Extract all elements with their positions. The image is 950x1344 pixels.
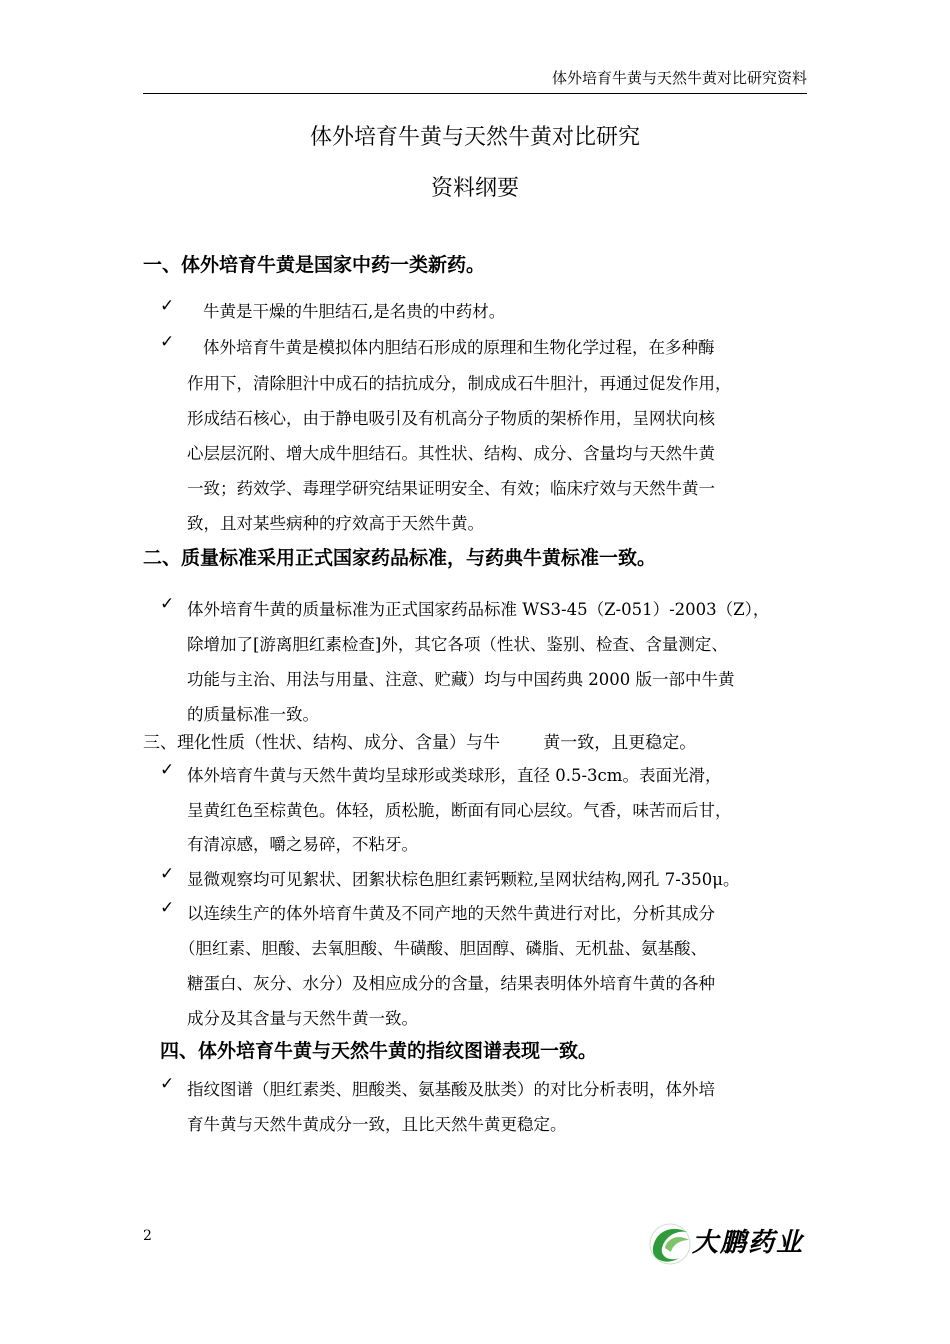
section-1-heading: 一、体外培育牛黄是国家中药一类新药。 (143, 254, 486, 276)
bullet-line: 有清凉感，嚼之易碎，不粘牙。 (187, 835, 418, 854)
bullet-line: 显微观察均可见絮状、团絮状棕色胆红素钙颗粒,呈网状结构,网孔 7-350μ。 (187, 870, 740, 889)
bullet-line: 糖蛋白、灰分、水分）及相应成分的含量，结果表明体外培育牛黄的各种 (187, 974, 715, 993)
section-4-heading: 四、体外培育牛黄与天然牛黄的指纹图谱表现一致。 (160, 1040, 598, 1062)
bullet-line: 体外培育牛黄的质量标准为正式国家药品标准 WS3-45（Z-051）-2003（Z）， (187, 600, 770, 619)
bullet-line: 功能与主治、用法与用量、注意、贮藏）均与中国药典 2000 版一部中牛黄 (187, 670, 735, 689)
checkmark-icon: ✓ (160, 296, 175, 316)
bullet-line: 致，且对某些病种的疗效高于天然牛黄。 (187, 514, 484, 533)
bullet-line: 除增加了[游离胆红素检查]外，其它各项（性状、鉴别、检查、含量测定、 (187, 635, 728, 654)
checkmark-icon: ✓ (160, 760, 175, 780)
bullet-line: 指纹图谱（胆红素类、胆酸类、氨基酸及肽类）的对比分析表明，体外培 (187, 1080, 715, 1099)
document-title: 体外培育牛黄与天然牛黄对比研究 (309, 125, 640, 150)
document-subtitle: 资料纲要 (430, 176, 519, 201)
bullet-line: 作用下，清除胆汁中成石的拮抗成分，制成成石牛胆汁，再通过促发作用， (187, 374, 732, 393)
bullet-line: 牛黄是干燥的牛胆结石,是名贵的中药材。 (203, 302, 506, 321)
section-2-heading: 二、质量标准采用正式国家药品标准，与药典牛黄标准一致。 (143, 547, 657, 569)
running-header: 体外培育牛黄与天然牛黄对比研究资料 (551, 69, 807, 87)
checkmark-icon: ✓ (160, 898, 175, 918)
checkmark-icon: ✓ (160, 1074, 175, 1094)
bullet-line: 形成结石核心，由于静电吸引及有机高分子物质的架桥作用，呈网状向核 (187, 409, 715, 428)
bullet-line: 以连续生产的体外培育牛黄及不同产地的天然牛黄进行对比，分析其成分 (187, 904, 715, 923)
bullet-line: 一致；药效学、毒理学研究结果证明安全、有效；临床疗效与天然牛黄一 (187, 479, 715, 498)
page-number: 2 (143, 1228, 152, 1244)
checkmark-icon: ✓ (160, 332, 175, 352)
logo-emblem-icon (650, 1224, 690, 1264)
section-3-heading: 三、理化性质（性状、结构、成分、含量）与牛 黄一致，且更稳定。 (143, 733, 697, 753)
brand-name: 大鹏药业 (692, 1228, 805, 1258)
bullet-line: 体外培育牛黄与天然牛黄均呈球形或类球形，直径 0.5-3cm。表面光滑， (187, 766, 722, 785)
bullet-line: 育牛黄与天然牛黄成分一致，且比天然牛黄更稳定。 (187, 1115, 567, 1134)
bullet-line: 心层层沉附、增大成牛胆结石。其性状、结构、成分、含量均与天然牛黄 (187, 444, 715, 463)
bullet-line: 的质量标准一致。 (187, 705, 319, 724)
checkmark-icon: ✓ (160, 594, 175, 614)
bullet-line: （胆红素、胆酸、去氧胆酸、牛磺酸、胆固醇、磷脂、无机盐、氨基酸、 (179, 939, 707, 958)
bullet-line: 体外培育牛黄是模拟体内胆结石形成的原理和生物化学过程，在多种酶 (203, 338, 715, 357)
bullet-line: 成分及其含量与天然牛黄一致。 (187, 1009, 418, 1028)
checkmark-icon: ✓ (160, 864, 175, 884)
bullet-line: 呈黄红色至棕黄色。体轻，质松脆，断面有同心层纹。气香，味苦而后甘， (187, 801, 732, 820)
header-rule (143, 93, 807, 94)
